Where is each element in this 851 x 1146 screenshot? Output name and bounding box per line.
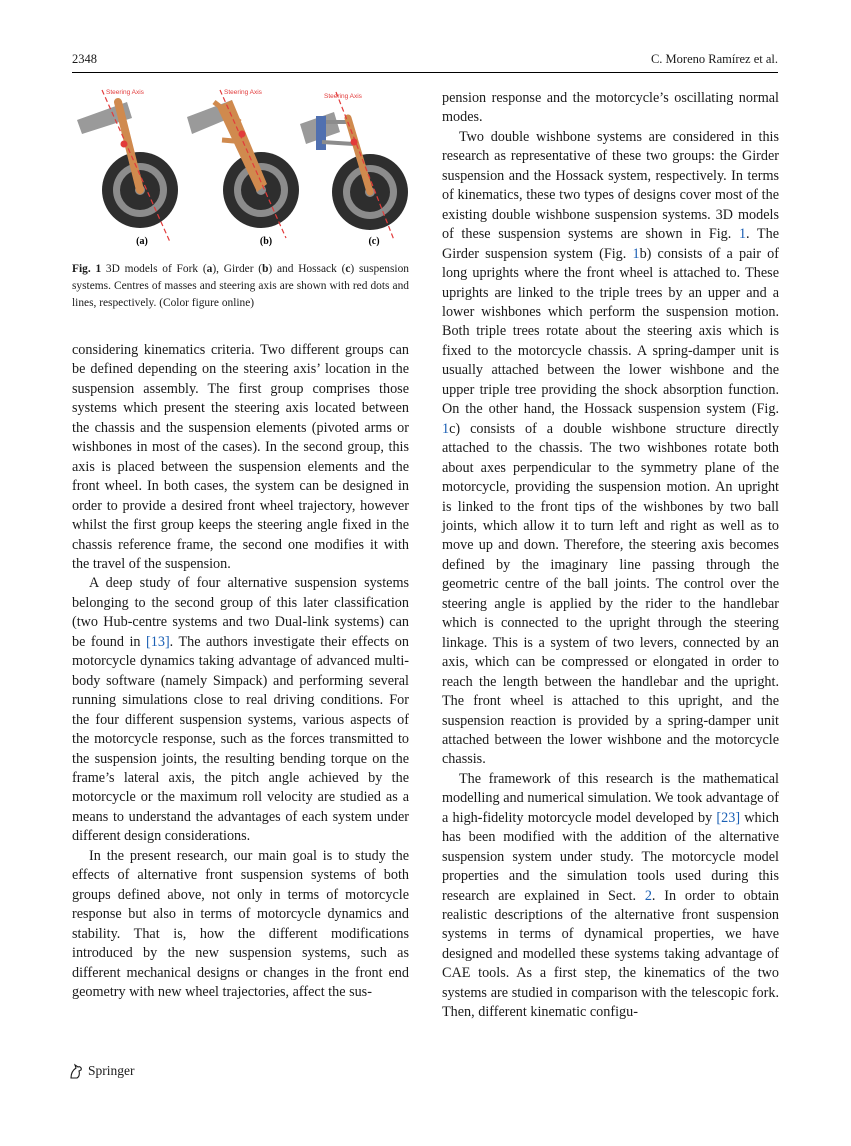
- paragraph: In the present research, our main goal is to study the effects of alternative front suspension systems of both groups defined above, not only in terms of motorcycle response but also in terms of motorcycle dynamics and stability. That is, how the different modifications introduced by the new suspension systems, such as different mechanical designs or changes in the front end geometry with new wheel trajectories, affect the sus-: [72, 847, 409, 1000]
- steering-axis-label: Steering Axis: [106, 89, 144, 96]
- paragraph: Two double wishbone systems are considered in this research as representative of these two groups: the Girder suspension and the Hossack system, respectively. In terms of kinematics, these two types of designs cover most of the existing double wishbone suspension systems. 3D models of these suspension systems are shown in Fig. 1. The Girder suspension system (Fig. 1b) consists of a pair of long uprights where the front wheel is attached to. These uprights are linked to the triple trees by an upper and a lower wishbones which perform the suspension motion. Both triple trees rotate about the steering axis which is fixed to the motorcycle chassis. A spring-damper unit is usually attached between the lower wishbone and the upper triple tree providing the shock absorption function. On the other hand, the Hossack suspension system (Fig. 1c) consists of a double wishbone structure directly attached to the chassis. The two wishbones rotate both about axes perpendicular to the symmetry plane of the motorcycle, providing the suspension motion. An upright is linked to the front tips of the wishbones by two ball joints, which allow it to turn left and right as well as to move up and down. Therefore, the steering axis becomes defined by the imaginary line passing through the geometric centre of the ball joints. The control over the steering angle is applied by the rider to the handlebar which is connected to the upright through the steering linkage. This is a system of two levers, connected by an axis, which can be compressed or elongated in order to reach the length between the handlebar and the upright. The front wheel is attached to this upright, and the suspension reaction is provided by a spring-damper unit attached between the lower wishbone and the motorcycle chassis.: [442, 128, 779, 768]
- running-authors: C. Moreno Ramírez et al.: [650, 52, 778, 66]
- suspension-models-image: [72, 82, 412, 252]
- caption-bold-c: c: [345, 263, 351, 275]
- paragraph: considering kinematics criteria. Two different groups can be defined depending on the steering axis’ location in the suspension assembly. The first group comprises those systems which present the steering axis located between the chassis and the suspension elements (pivoted arms or wishbones in most of the cases). In the second group, this axis is placed between the suspension elements and the front wheel. In both cases, the system can be designed in order to provide a desired front wheel trajectory, however whilst the first group keeps the steering angle fixed in the chassis reference frame, the second one modifies it with the travel of the suspension.: [72, 342, 409, 572]
- panel-label-b: (b): [259, 236, 273, 247]
- panel-label-c: (c): [368, 236, 380, 247]
- figure-link[interactable]: 1: [738, 226, 747, 243]
- caption-text: ), Girder (: [212, 263, 263, 275]
- lower-wishbone: [322, 142, 354, 144]
- paragraph: A deep study of four alternative suspension systems belonging to the second group of this later classification (two Hub-centre systems and two Dual-link systems) can be found in [13]. The authors investigate their effects on motorcycle dynamics taking advantage of advanced multi-body software (namely Simpack) and performing several running simulations close to real driving conditions. For the four different suspension systems, various aspects of the motorcycle response, such as the forces transmitted to the suspension joints, the resulting bending torque on the frame’s lateral axis, the pitch angle achieved by the motorcycle or the maximum roll velocity are studied as a means to understand the advantages of each system under different design considerations.: [72, 575, 409, 845]
- running-header: [72, 50, 778, 73]
- figure-link[interactable]: 1: [632, 245, 640, 262]
- panel-fork: [77, 89, 178, 247]
- steering-axis-label: Steering Axis: [224, 89, 262, 96]
- figure-link[interactable]: 1: [442, 420, 450, 437]
- page-number: 2348: [72, 52, 97, 66]
- paragraph: pension response and the motorcycle’s oscillating normal modes.: [442, 90, 779, 126]
- panel-girder: [187, 89, 299, 247]
- center-of-mass-dot: [351, 139, 358, 146]
- caption-label: Fig. 1: [72, 263, 102, 275]
- panel-label-a: (a): [136, 236, 148, 247]
- left-column: [72, 341, 409, 1002]
- figure-caption: [72, 261, 409, 312]
- right-column: [442, 89, 779, 1023]
- springer-horse-icon: [68, 1062, 84, 1080]
- steering-axis-label: Steering Axis: [324, 93, 362, 100]
- page-footer: [68, 1062, 135, 1080]
- panel-hossack: [300, 92, 408, 247]
- caption-text: ) suspension systems. Centres of masses and steering axis are shown with red dots and lines, respectively. (Color figure online): [72, 263, 409, 309]
- citation-link[interactable]: [23]: [716, 809, 741, 826]
- publisher-name: Springer: [88, 1063, 135, 1078]
- caption-text: ) and Hossack (: [268, 263, 346, 275]
- figure-1: [72, 82, 412, 252]
- center-of-mass-dot: [121, 141, 128, 148]
- spring-damper: [316, 116, 326, 150]
- caption-bold-b: b: [262, 263, 269, 275]
- caption-text: 3D models of Fork (: [101, 263, 207, 275]
- center-of-mass-dot: [239, 131, 246, 138]
- paragraph: The framework of this research is the mathematical modelling and numerical simulation. We took advantage of a high-fidelity motorcycle model developed by [23] which has been modified with the addition of the alternative suspension system under study. The motorcycle model properties and the simulation tools used during this research are explained in Sect. 2. In order to obtain realistic descriptions of the alternative front suspension systems in terms of dynamical properties, we have designed and modelled these systems taking advantage of CAE tools. As a first step, the kinematics of the two systems are studied in comparison with the telescopic fork. Then, different kinematic configu-: [442, 770, 779, 1021]
- section-link[interactable]: 2: [644, 887, 652, 904]
- caption-bold-a: a: [206, 263, 213, 275]
- citation-link[interactable]: [13]: [146, 633, 170, 650]
